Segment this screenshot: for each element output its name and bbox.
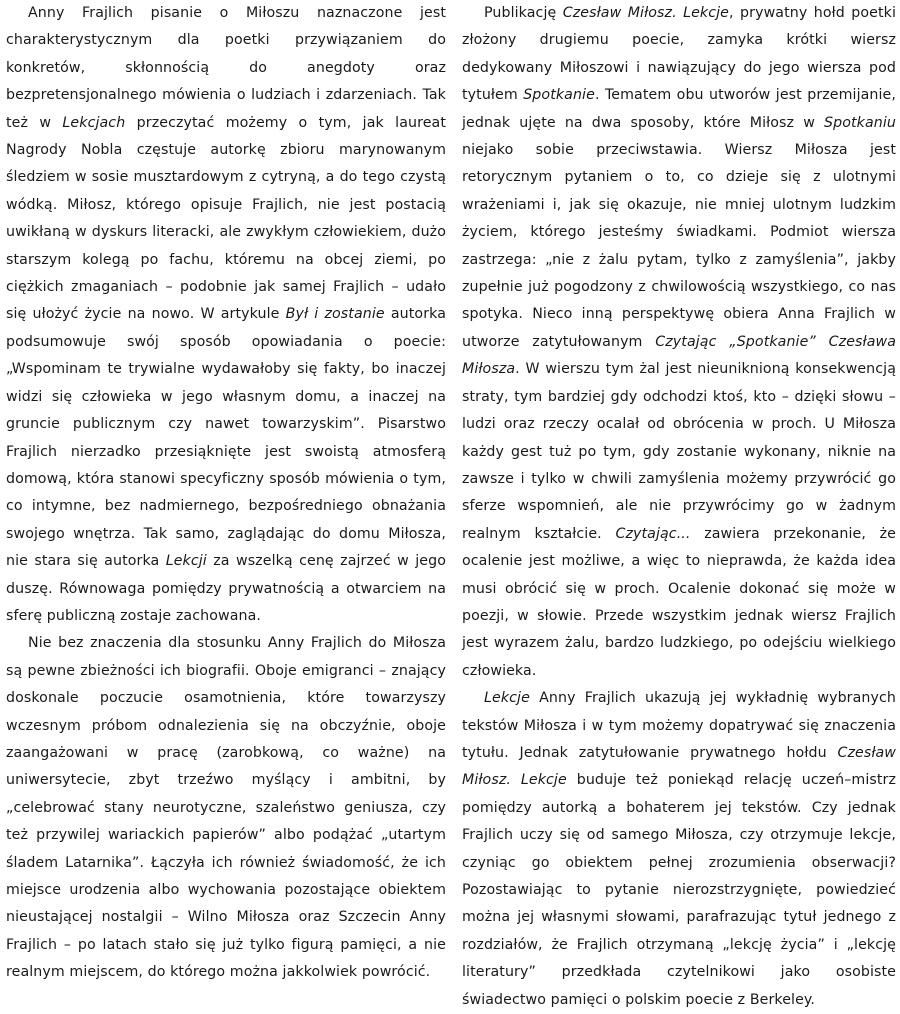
text-run: zawiera przekonanie, że ocalenie jest możliwe, a więc to nieprawda, że każda idea musi obrócić się w proch. Ocalenie dokonać się może w poezji, w słowie. Przede wszystkim jednak wiersz Frajlich jest wyrazem żalu, bardzo ludzkiego, po odejściu wielkiego człowieka. <box>462 525 896 679</box>
paragraph-right-1 <box>462 0 896 685</box>
text-run: buduje też poniekąd relację uczeń–mistrz pomiędzy autorką a bohaterem jej tekstów. Czy jednak Frajlich uczy się od samego Miłosza, czy otrzymuje lekcje, czyniąc go obiektem pełnej zrozumienia obserwacji? Pozostawiając to pytanie nierozstrzygnięte, powiedzieć można jej własnymi słowami, parafrazując tytuł jednego z rozdziałów, że Frajlich otrzymaną „lekcję życia” i „lekcję literatury” przedkłada czytelnikowi jako osobiste świadectwo pamięci o polskim poecie z Berkeley. <box>462 772 896 1008</box>
paragraph-right-2 <box>462 685 896 1014</box>
paragraph-left-1 <box>6 0 446 630</box>
document-page <box>6 0 896 1008</box>
text-run: Nie bez znaczenia dla stosunku Anny Frajlich do Miłosza są pewne zbieżności ich biografii. Oboje emigranci – znający doskonale poczucie osamotnienia, które towarzyszy wczesnym próbom odnalezienia się na obczyźnie, oboje zaangażowani w pracę (zarobkową, co ważne) na uniwersytecie, zbyt trzeźwo myślący i ambitni, by „celebrować stany neurotyczne, szaleństwo geniusza, czy też przywilej wariackich papierów” albo podążać „utartym śladem Latarnika”. Łączyła ich również świadomość, że ich miejsce urodzenia albo wychowania pozostające obiektem nieustającej nostalgii – Wilno Miłosza oraz Szczecin Anny Frajlich – po latach stało się już tylko figurą pamięci, a nie realnym miejscem, do którego można jakkolwiek powrócić. <box>6 635 446 981</box>
italic-title-run: Lekcje <box>484 690 530 707</box>
italic-title-run: Czesław Miłosz. Lekcje <box>462 744 896 789</box>
text-run: przeczytać możemy o tym, jak laureat Nagrody Nobla częstuje autorkę zbioru marynowanym śledziem w sosie musztardowym z cytryną, a do tego czystą wódką. Miłosz, którego opisuje Frajlich, nie jest postacią uwikłaną w dyskurs literacki, ale zwykłym człowiekiem, dużo starszym kolegą po fachu, któremu na obcej ziemi, po ciężkich zmaganiach – podobnie jak samej Frajlich – udało się ułożyć życie na nowo. W artykule <box>6 114 446 323</box>
right-column <box>462 0 896 1008</box>
text-run: Anny Frajlich pisanie o Miłoszu naznaczone jest charakterystycznym dla poetki przywiązaniem do konkretów, skłonnością do anegdoty oraz bezpretensjonalnego mówienia o ludziach i zdarzeniach. Tak też w <box>6 5 446 131</box>
text-run: . W wierszu tym żal jest nieuniknioną konsekwencją straty, tym bardziej gdy odchodzi ktoś, kto – dzięki słowu – ludzi oraz rzeczy ocalał od obrócenia w proch. U Miłosza każdy gest tuż po tym, gdy zostanie wykonany, niknie na zawsze i tylko w chwili zamyślenia możemy przywrócić go sferze wspomnień, ale nie przywrócimy go w żadnym realnym kształcie. <box>462 361 896 542</box>
text-run: , prywatny hołd poetki złożony drugiemu poecie, zamyka krótki wiersz dedykowany Miłoszowi i nawiązujący do jego wiersza pod tytułem <box>462 5 896 104</box>
italic-title-run: Lekcji <box>165 553 207 570</box>
italic-title-run: Spotkaniu <box>824 114 896 131</box>
italic-title-run: Lekcjach <box>62 114 126 131</box>
italic-title-run: Czytając „Spotkanie” Czesława Miłosza <box>462 333 896 378</box>
text-run: autorka podsumowuje swój sposób opowiadania o poecie: „Wspominam te trywialne wydawałoby się fakty, bo inaczej widzi się człowieka w jego własnym domu, a inaczej na gruncie publicznym czy nawet towarzyskim”. Pisarstwo Frajlich nierzadko przesiąknięte jest swoistą atmosferą domową, która stanowi specyficzny sposób mówienia o tym, co intymne, bez nadmiernego, bezpośredniego obnażania swojego wnętrza. Tak samo, zaglądając do domu Miłosza, nie stara się autorka <box>6 306 446 570</box>
text-run: . Tematem obu utworów jest przemijanie, jednak ujęte na dwa sposoby, które Miłosz w <box>462 87 896 131</box>
italic-title-run: Czytając... <box>615 525 691 542</box>
text-run: za wszelką cenę zajrzeć w jego duszę. Równowaga pomiędzy prywatnością a otwarciem na sferę publiczną zostaje zachowana. <box>6 553 446 624</box>
text-run: Anny Frajlich ukazują jej wykładnię wybranych tekstów Miłosza i w tym możemy dopatrywać się znaczenia tytułu. Jednak zatytułowanie prywatnego hołdu <box>462 690 896 761</box>
text-run: Publikację <box>484 5 563 21</box>
italic-title-run: Czesław Miłosz. Lekcje <box>562 5 730 21</box>
paragraph-left-2 <box>6 630 446 986</box>
italic-title-run: Spotkanie <box>523 87 595 104</box>
left-column <box>6 0 446 981</box>
text-run: niejako sobie przeciwstawia. Wiersz Miłosza jest retorycznym pytaniem o to, co dzieje się z ulotnymi wrażeniami i, jak się okazuje, nie mniej ulotnym ludzkim życiem, którego jesteśmy świadkami. Podmiot wiersza zastrzega: „nie z żalu pytam, tylko z zamyślenia”, jakby zupełnie już pogodzony z chwilowością wszystkiego, co nas spotyka. Nieco inną perspektywę obiera Anna Frajlich w utworze zatytułowanym <box>462 142 896 350</box>
italic-title-run: Był i zostanie <box>285 306 385 323</box>
